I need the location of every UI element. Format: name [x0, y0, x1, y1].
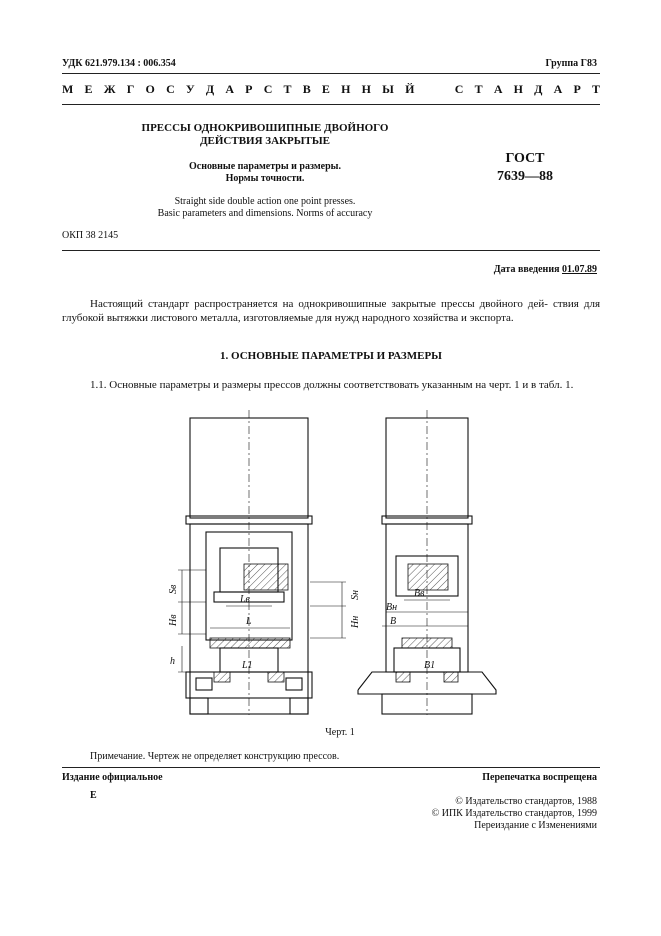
- label-hn: Hн: [350, 615, 361, 628]
- edition-letter: Е: [90, 790, 97, 801]
- intro-paragraph: Настоящий стандарт распространяется на однокривошипные закрытые прессы двойного дей- ствия для глубокой вытяжки листового металла, изготовляемые для нужд народного хозяйства и экспорта.: [62, 298, 600, 324]
- label-l1: L1: [242, 660, 253, 671]
- banner-rule: [62, 104, 600, 105]
- label-b1: B1: [424, 660, 436, 671]
- label-sn: Sн: [350, 590, 361, 600]
- label-sv: Sв: [168, 584, 179, 594]
- press-drawing: [150, 410, 510, 715]
- document-subtitle: Основные параметры и размеры. Нормы точности.: [189, 161, 341, 184]
- document-title: ПРЕССЫ ОДНОКРИВОШИПНЫЕ ДВОЙНОГО ДЕЙСТВИЯ ЗАКРЫТЫЕ: [141, 122, 389, 147]
- label-bn: Bн: [386, 602, 398, 613]
- gost-number: ГОСТ 7639—88: [497, 151, 553, 184]
- top-rule: [62, 73, 600, 74]
- section-1-heading: 1. ОСНОВНЫЕ ПАРАМЕТРЫ И РАЗМЕРЫ: [220, 350, 442, 362]
- official-edition: Издание официальное: [62, 772, 163, 783]
- reprint-prohibited: Перепечатка воспрещена: [482, 772, 597, 783]
- side-view: [358, 410, 496, 715]
- copyright-1999: © ИПК Издательство стандартов, 1999: [431, 808, 597, 819]
- effective-date: Дата введения 01.07.89: [493, 264, 597, 275]
- front-view: [168, 410, 361, 715]
- label-h: h: [170, 656, 175, 667]
- copyright-1988: © Издательство стандартов, 1988: [455, 796, 597, 807]
- english-title: Straight side double action one point presses. Basic parameters and dimensions. Norms of accuracy: [157, 196, 373, 219]
- footer-rule: [62, 767, 600, 768]
- paragraph-1-1: 1.1. Основные параметры и размеры прессов должны соответствовать указанным на черт. 1 и в табл. 1.: [90, 379, 574, 391]
- label-l: L: [246, 616, 252, 627]
- reissue-note: Переиздание с Изменениями: [474, 820, 597, 831]
- effective-date-value: 01.07.89: [562, 264, 597, 275]
- label-lv: Lв: [240, 594, 250, 605]
- figure-note: Примечание. Чертеж не определяет конструкцию прессов.: [90, 751, 340, 762]
- okp-code: ОКП 38 2145: [62, 230, 119, 241]
- group-code: Группа Г83: [545, 58, 597, 69]
- mid-rule: [62, 250, 600, 251]
- standard-banner: М Е Ж Г О С У Д А Р С Т В Е Н Н Ы Й С Т А Н Д А Р Т: [62, 82, 600, 96]
- label-b: B: [390, 616, 397, 627]
- figure-caption: Черт. 1: [325, 727, 355, 738]
- label-hv: Hв: [168, 614, 179, 626]
- label-bv: Bв: [414, 588, 425, 599]
- udk-code: УДК 621.979.134 : 006.354: [62, 58, 176, 69]
